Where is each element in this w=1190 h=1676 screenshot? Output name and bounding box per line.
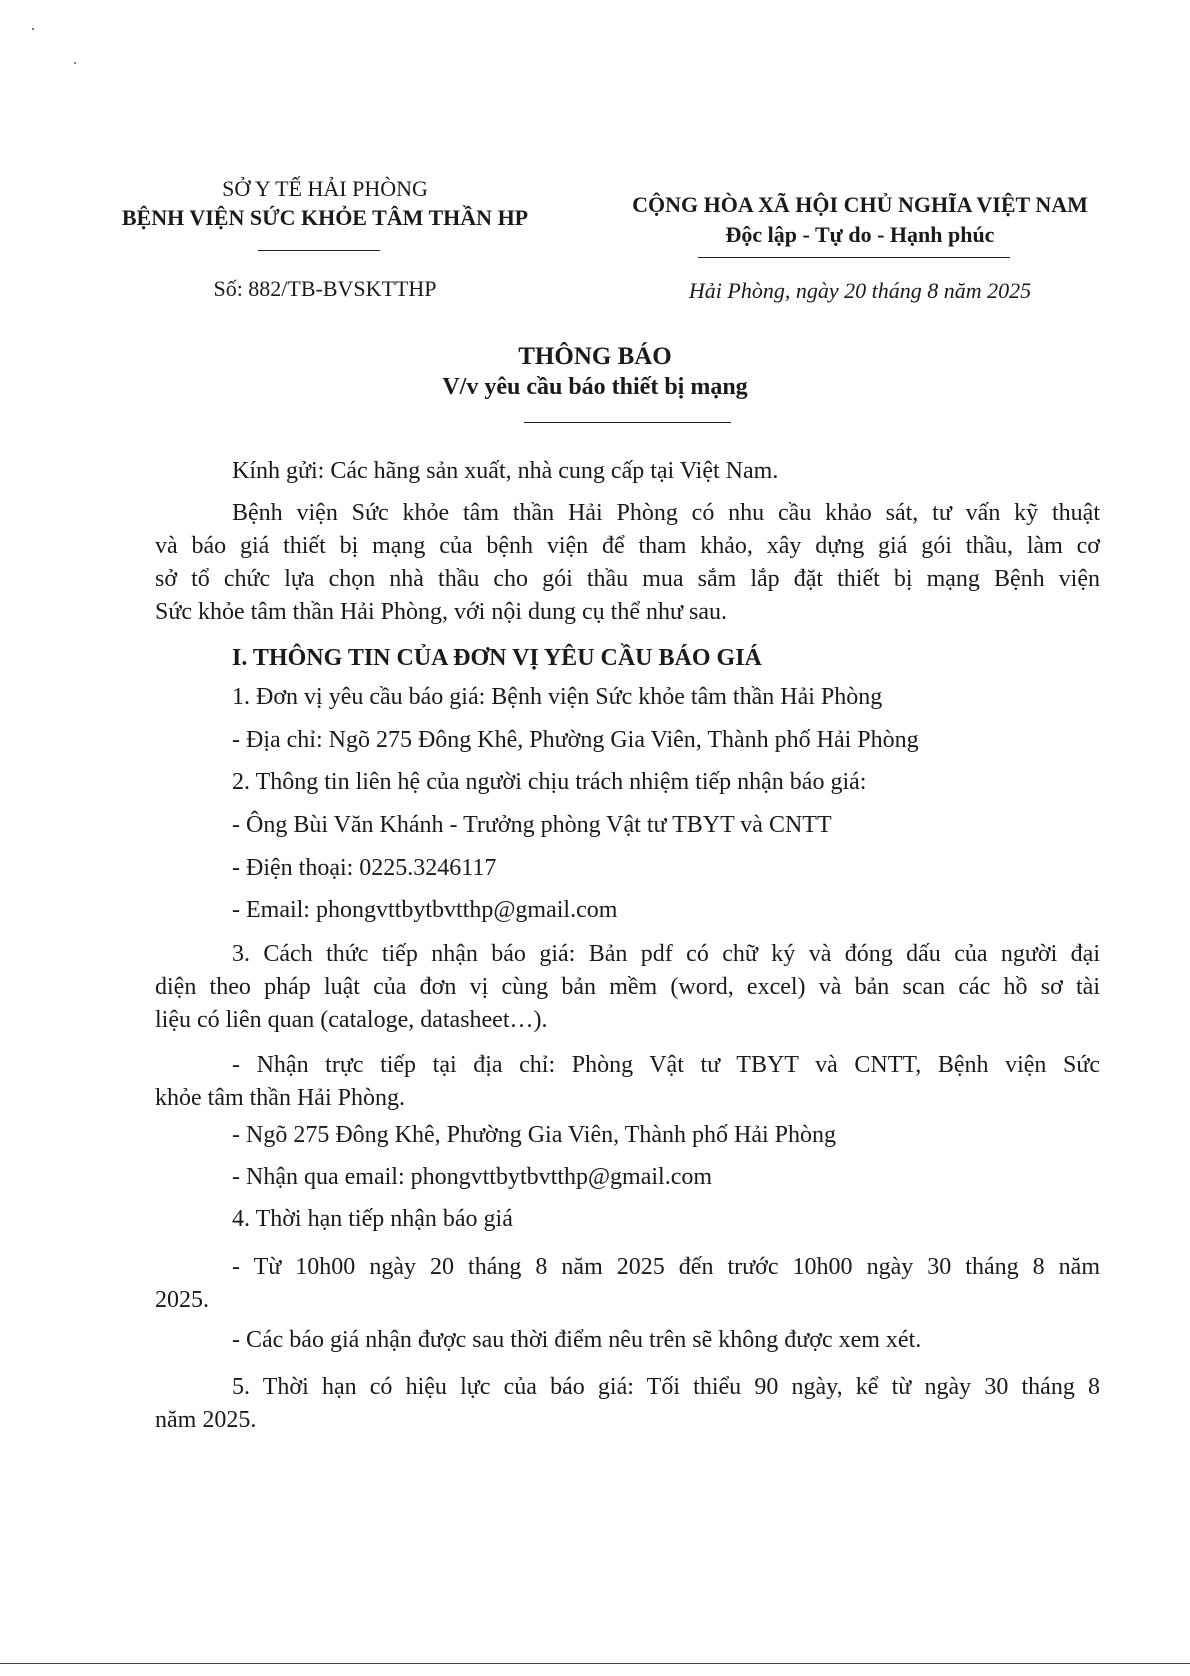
deadline-note: - Các báo giá nhận được sau thời điểm nêu trên sẽ không được xem xét.	[232, 1327, 922, 1353]
contact-email: - Email: phongvttbytbvtthp@gmail.com	[232, 897, 618, 923]
deadline-heading: 4. Thời hạn tiếp nhận báo giá	[232, 1206, 513, 1232]
intro-line: và báo giá thiết bị mạng của bệnh viện để tham khảo, xây dựng giá gói thầu, làm cơ	[155, 533, 1100, 559]
org-name: BỆNH VIỆN SỨC KHỎE TÂM THẦN HP	[121, 205, 529, 230]
document-subject: V/v yêu cầu báo thiết bị mạng	[442, 374, 748, 400]
validity-paragraph	[155, 1371, 1100, 1437]
document-title: THÔNG BÁO	[518, 343, 672, 370]
unit-address: - Địa chỉ: Ngõ 275 Đông Khê, Phường Gia Viên, Thành phố Hải Phòng	[232, 727, 919, 753]
intro-line: Sức khỏe tâm thần Hải Phòng, với nội dung cụ thể như sau.	[155, 599, 727, 625]
receipt-method-line: 3. Cách thức tiếp nhận báo giá: Bản pdf có chữ ký và đóng dấu của người đại	[232, 941, 1100, 967]
contact-phone: - Điện thoại: 0225.3246117	[232, 855, 497, 881]
org-parent: SỞ Y TẾ HẢI PHÒNG	[222, 176, 428, 201]
national-motto: Độc lập - Tự do - Hạnh phúc	[725, 222, 995, 247]
receipt-method-line: liệu có liên quan (cataloge, datasheet…).	[155, 1007, 548, 1033]
place-date: Hải Phòng, ngày 20 tháng 8 năm 2025	[688, 278, 1032, 303]
motto-underline	[698, 257, 1010, 258]
receipt-address: - Ngõ 275 Đông Khê, Phường Gia Viên, Thành phố Hải Phòng	[232, 1122, 836, 1148]
contact-person: - Ông Bùi Văn Khánh - Trưởng phòng Vật tư TBYT và CNTT	[232, 812, 832, 838]
direct-receipt-line: khỏe tâm thần Hải Phòng.	[155, 1085, 405, 1111]
section-heading: I. THÔNG TIN CỦA ĐƠN VỊ YÊU CẦU BÁO GIÁ	[232, 645, 762, 671]
scan-bottom-edge	[0, 1663, 1190, 1664]
direct-receipt-paragraph	[155, 1049, 1100, 1115]
receipt-method-paragraph	[155, 938, 1100, 1037]
deadline-period-paragraph	[155, 1251, 1100, 1317]
validity-line: 5. Thời hạn có hiệu lực của báo giá: Tối thiểu 90 ngày, kể từ ngày 30 tháng 8	[232, 1374, 1100, 1400]
direct-receipt-line: - Nhận trực tiếp tại địa chỉ: Phòng Vật tư TBYT và CNTT, Bệnh viện Sức	[232, 1052, 1100, 1078]
requesting-unit: 1. Đơn vị yêu cầu báo giá: Bệnh viện Sức khỏe tâm thần Hải Phòng	[232, 684, 883, 710]
contact-heading: 2. Thông tin liên hệ của người chịu trách nhiệm tiếp nhận báo giá:	[232, 769, 867, 795]
scan-speck	[32, 28, 34, 30]
recipient-line: Kính gửi: Các hãng sản xuất, nhà cung cấp tại Việt Nam.	[232, 458, 779, 484]
intro-line: Bệnh viện Sức khỏe tâm thần Hải Phòng có nhu cầu khảo sát, tư vấn kỹ thuật	[232, 500, 1100, 526]
receipt-email: - Nhận qua email: phongvttbytbvtthp@gmail.com	[232, 1164, 713, 1190]
doc-number: Số: 882/TB-BVSKTTHP	[213, 276, 437, 301]
deadline-period-line: 2025.	[155, 1287, 209, 1313]
country-name: CỘNG HÒA XÃ HỘI CHỦ NGHĨA VIỆT NAM	[632, 192, 1088, 217]
scan-speck	[74, 62, 76, 64]
deadline-period-line: - Từ 10h00 ngày 20 tháng 8 năm 2025 đến trước 10h00 ngày 30 tháng 8 năm	[232, 1254, 1100, 1280]
intro-paragraph	[155, 497, 1100, 629]
validity-line: năm 2025.	[155, 1407, 257, 1433]
receipt-method-line: diện theo pháp luật của đơn vị cùng bản mềm (word, excel) và bản scan các hồ sơ tài	[155, 974, 1100, 1000]
org-underline	[258, 250, 380, 251]
intro-line: sở tổ chức lựa chọn nhà thầu cho gói thầu mua sắm lắp đặt thiết bị mạng Bệnh viện	[155, 566, 1100, 592]
title-underline	[524, 422, 731, 423]
